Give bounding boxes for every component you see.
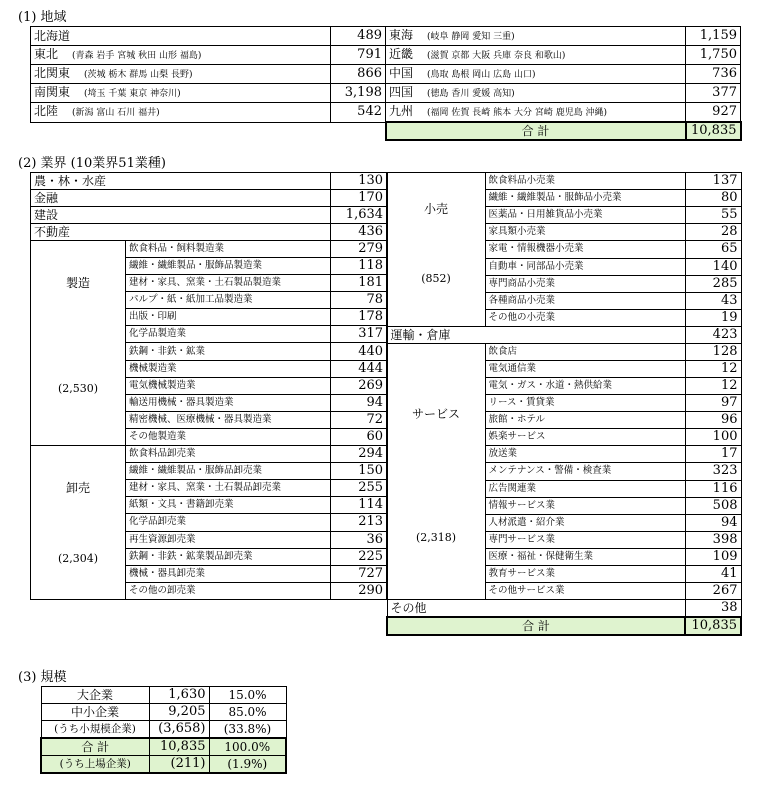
industry-subname: 放送業 [485, 446, 685, 463]
industry-value: 72 [331, 411, 387, 428]
industry-subname: パルプ・紙・紙加工品製造業 [126, 292, 331, 309]
region-name: 四国 (徳島 香川 愛媛 高知) [386, 84, 686, 103]
table-row [41, 687, 286, 704]
scale-total-value: 10,835 [149, 738, 209, 756]
region-value: 866 [331, 65, 386, 84]
table-row [41, 704, 286, 721]
industry-value: 213 [331, 514, 387, 531]
industry-subname: 医療・福祉・保健衛生業 [485, 548, 685, 565]
scale-name: 大企業 [41, 687, 149, 704]
region-name: 近畿 (滋賀 京都 大阪 兵庫 奈良 和歌山) [386, 46, 686, 65]
industry-value: 109 [685, 548, 741, 565]
industry-subname: 専門サービス業 [485, 531, 685, 548]
industry-subname: その他製造業 [126, 428, 331, 445]
service-label: サービス [411, 407, 460, 421]
manufacturing-count: (2,530) [57, 382, 99, 395]
industry-subname: メンテナンス・警備・検査業 [485, 463, 685, 480]
manufacturing-label: 製造 [65, 276, 90, 290]
scale-total-pct: 100.0% [209, 738, 286, 756]
retail-group [387, 173, 485, 327]
industry-value: 285 [685, 275, 741, 292]
industry-value: 1,634 [331, 207, 387, 224]
industry-value: 727 [331, 565, 387, 582]
industry-value: 225 [331, 548, 387, 565]
scale-pct: 15.0% [209, 687, 286, 704]
industry-subname: 輸送用機械・器具製造業 [126, 394, 331, 411]
retail-count: (852) [421, 272, 451, 285]
table-row [41, 756, 286, 774]
wholesale-label: 卸売 [65, 481, 90, 495]
scale-table [40, 686, 287, 774]
region-name: 東北 (青森 岩手 宮城 秋田 山形 福島) [31, 46, 331, 65]
region-value: 1,750 [686, 46, 741, 65]
industry-left-table [30, 172, 387, 600]
industry-subname: 飲食店 [485, 344, 685, 361]
industry-value: 118 [331, 258, 387, 275]
scale-listed-value: (211) [149, 756, 209, 774]
empty-cell [331, 122, 386, 140]
industry-subname: 専門商品小売業 [485, 275, 685, 292]
region-prefectures: (埼玉 千葉 東京 神奈川) [84, 89, 181, 99]
industry-value: 508 [685, 497, 741, 514]
manufacturing-group [31, 241, 126, 446]
industry-value: 178 [331, 309, 387, 326]
table-row [41, 721, 286, 739]
industry-subname: 建材・家具、窯業・土石製品製造業 [126, 275, 331, 292]
table-row [31, 207, 387, 224]
table-row [31, 446, 387, 463]
industry-value: 181 [331, 275, 387, 292]
region-name: 北海道 [31, 27, 331, 46]
industry-subname: 情報サービス業 [485, 497, 685, 514]
industry-value: 269 [331, 377, 387, 394]
industry-subname: 出版・印刷 [126, 309, 331, 326]
industry-subname: 各種商品小売業 [485, 292, 685, 309]
region-value: 927 [686, 103, 741, 123]
industry-value: 100 [685, 429, 741, 446]
industry-value: 28 [685, 224, 741, 241]
industry-value: 65 [685, 241, 741, 258]
region-name: 中国 (鳥取 島根 岡山 広島 山口) [386, 65, 686, 84]
region-value: 377 [686, 84, 741, 103]
industry-value: 38 [685, 600, 741, 618]
region-prefectures: (徳島 香川 愛媛 高知) [427, 89, 515, 99]
industry-value: 279 [331, 241, 387, 258]
industry-value: 60 [331, 428, 387, 445]
industry-value: 317 [331, 326, 387, 343]
scale-listed-name: (うち上場企業) [41, 756, 149, 774]
region-value: 791 [331, 46, 386, 65]
industry-subname: 自動車・同部品小売業 [485, 258, 685, 275]
industry-subname: 鉄鋼・非鉄・鉱業 [126, 343, 331, 360]
scale-name: (うち小規模企業) [41, 721, 149, 739]
region-name: 南関東 (埼玉 千葉 東京 神奈川) [31, 84, 331, 103]
industry-subname: 家具類小売業 [485, 224, 685, 241]
industry-value: 17 [685, 446, 741, 463]
industry-subname: 紙類・文具・書籍卸売業 [126, 497, 331, 514]
region-value: 736 [686, 65, 741, 84]
scale-value: (3,658) [149, 721, 209, 739]
industry-value: 290 [331, 582, 387, 599]
region-table [30, 26, 742, 141]
industry-name: 建設 [31, 207, 331, 224]
industry-value: 116 [685, 480, 741, 497]
region-prefectures: (青森 岩手 宮城 秋田 山形 福島) [72, 51, 202, 61]
table-row [387, 344, 741, 361]
industry-name: 不動産 [31, 224, 331, 241]
region-name: 九州 (福岡 佐賀 長崎 熊本 大分 宮崎 鹿児島 沖縄) [386, 103, 686, 123]
scale-listed-pct: (1.9%) [209, 756, 286, 774]
industry-value: 423 [685, 327, 741, 344]
industry-value: 55 [685, 207, 741, 224]
industry-subname: その他の小売業 [485, 309, 685, 326]
table-row [31, 27, 741, 46]
industry-value: 12 [685, 361, 741, 378]
industry-name: 農・林・水産 [31, 173, 331, 190]
region-total-label: 合 計 [386, 122, 686, 140]
wholesale-group [31, 446, 126, 600]
section-title-region: (1) 地域 [18, 10, 67, 25]
industry-value: 41 [685, 565, 741, 582]
industry-subname: 人材派遣・紹介業 [485, 514, 685, 531]
industry-subname: 飲食料品卸売業 [126, 446, 331, 463]
table-row [31, 65, 741, 84]
service-group [387, 344, 485, 600]
industry-subname: 旅館・ホテル [485, 412, 685, 429]
industry-value: 130 [331, 173, 387, 190]
region-value: 489 [331, 27, 386, 46]
industry-value: 19 [685, 309, 741, 326]
industry-value: 436 [331, 224, 387, 241]
industry-value: 267 [685, 582, 741, 599]
industry-value: 170 [331, 190, 387, 207]
industry-subname: 医薬品・日用雑貨品小売業 [485, 207, 685, 224]
scale-value: 9,205 [149, 704, 209, 721]
service-count: (2,318) [415, 531, 457, 544]
industry-value: 444 [331, 360, 387, 377]
region-value: 1,159 [686, 27, 741, 46]
region-total-value: 10,835 [686, 122, 741, 140]
industry-value: 36 [331, 531, 387, 548]
industry-value: 128 [685, 344, 741, 361]
industry-subname: 化学品卸売業 [126, 514, 331, 531]
industry-value: 255 [331, 480, 387, 497]
scale-pct: 85.0% [209, 704, 286, 721]
table-row [387, 327, 741, 344]
industry-subname: 電気通信業 [485, 361, 685, 378]
industry-subname: 精密機械、医療機械・器具製造業 [126, 411, 331, 428]
table-row [387, 600, 741, 618]
scale-total-name: 合 計 [41, 738, 149, 756]
table-row [41, 738, 286, 756]
industry-subname: 化学品製造業 [126, 326, 331, 343]
industry-value: 96 [685, 412, 741, 429]
industry-subname: 飲食料品小売業 [485, 173, 685, 190]
industry-value: 140 [685, 258, 741, 275]
industry-value: 323 [685, 463, 741, 480]
industry-name: その他 [387, 600, 685, 618]
industry-subname: 電気機械製造業 [126, 377, 331, 394]
industry-value: 94 [331, 394, 387, 411]
region-prefectures: (滋賀 京都 大阪 兵庫 奈良 和歌山) [427, 51, 566, 61]
industry-name: 運輸・倉庫 [387, 327, 685, 344]
table-row [387, 617, 741, 635]
industry-total-label: 合 計 [387, 617, 685, 635]
industry-subname: 繊維・繊維製品・服飾品小売業 [485, 190, 685, 207]
section-title-industry: (2) 業界 (10業界51業種) [18, 156, 166, 171]
scale-pct: (33.8%) [209, 721, 286, 739]
region-prefectures: (茨城 栃木 群馬 山梨 長野) [84, 70, 193, 80]
table-row [31, 173, 387, 190]
industry-subname: 教育サービス業 [485, 565, 685, 582]
table-row [31, 46, 741, 65]
industry-name: 金融 [31, 190, 331, 207]
industry-subname: 鉄鋼・非鉄・鉱業製品卸売業 [126, 548, 331, 565]
industry-value: 137 [685, 173, 741, 190]
table-row [31, 84, 741, 103]
table-row [31, 103, 741, 123]
industry-subname: 飲食料品・飼料製造業 [126, 241, 331, 258]
industry-value: 150 [331, 463, 387, 480]
region-name: 北陸 (新潟 富山 石川 福井) [31, 103, 331, 123]
industry-subname: その他サービス業 [485, 582, 685, 599]
industry-subname: 家電・情報機器小売業 [485, 241, 685, 258]
industry-subname: 再生資源卸売業 [126, 531, 331, 548]
industry-subname: その他の卸売業 [126, 582, 331, 599]
industry-subname: 娯楽サービス [485, 429, 685, 446]
industry-value: 94 [685, 514, 741, 531]
industry-value: 114 [331, 497, 387, 514]
region-value: 3,198 [331, 84, 386, 103]
section-title-scale: (3) 規模 [18, 670, 67, 685]
region-prefectures: (新潟 富山 石川 福井) [72, 108, 160, 119]
industry-value: 97 [685, 395, 741, 412]
region-prefectures: (鳥取 島根 岡山 広島 山口) [427, 70, 536, 80]
industry-right-table [386, 172, 742, 636]
industry-total-value: 10,835 [685, 617, 741, 635]
region-prefectures: (岐阜 静岡 愛知 三重) [427, 32, 515, 42]
table-row [31, 241, 387, 258]
industry-subname: 繊維・繊維製品・服飾品製造業 [126, 258, 331, 275]
table-row [31, 122, 741, 140]
scale-name: 中小企業 [41, 704, 149, 721]
region-name: 東海 (岐阜 静岡 愛知 三重) [386, 27, 686, 46]
table-row [31, 190, 387, 207]
industry-value: 294 [331, 446, 387, 463]
industry-subname: 機械・器具卸売業 [126, 565, 331, 582]
industry-value: 43 [685, 292, 741, 309]
industry-subname: 繊維・繊維製品・服飾品卸売業 [126, 463, 331, 480]
industry-value: 440 [331, 343, 387, 360]
table-row [387, 173, 741, 190]
industry-value: 80 [685, 190, 741, 207]
table-row [31, 224, 387, 241]
region-prefectures: (福岡 佐賀 長崎 熊本 大分 宮崎 鹿児島 沖縄) [427, 108, 608, 118]
region-name: 北関東 (茨城 栃木 群馬 山梨 長野) [31, 65, 331, 84]
industry-subname: リース・賃貸業 [485, 395, 685, 412]
wholesale-count: (2,304) [57, 552, 99, 565]
industry-value: 398 [685, 531, 741, 548]
region-value: 542 [331, 103, 386, 123]
industry-subname: 広告関連業 [485, 480, 685, 497]
industry-value: 78 [331, 292, 387, 309]
industry-subname: 建材・家具、窯業・土石製品卸売業 [126, 480, 331, 497]
industry-subname: 電気・ガス・水道・熱供給業 [485, 378, 685, 395]
empty-cell [31, 122, 331, 140]
scale-value: 1,630 [149, 687, 209, 704]
industry-value: 12 [685, 378, 741, 395]
retail-label: 小売 [423, 202, 448, 216]
industry-subname: 機械製造業 [126, 360, 331, 377]
